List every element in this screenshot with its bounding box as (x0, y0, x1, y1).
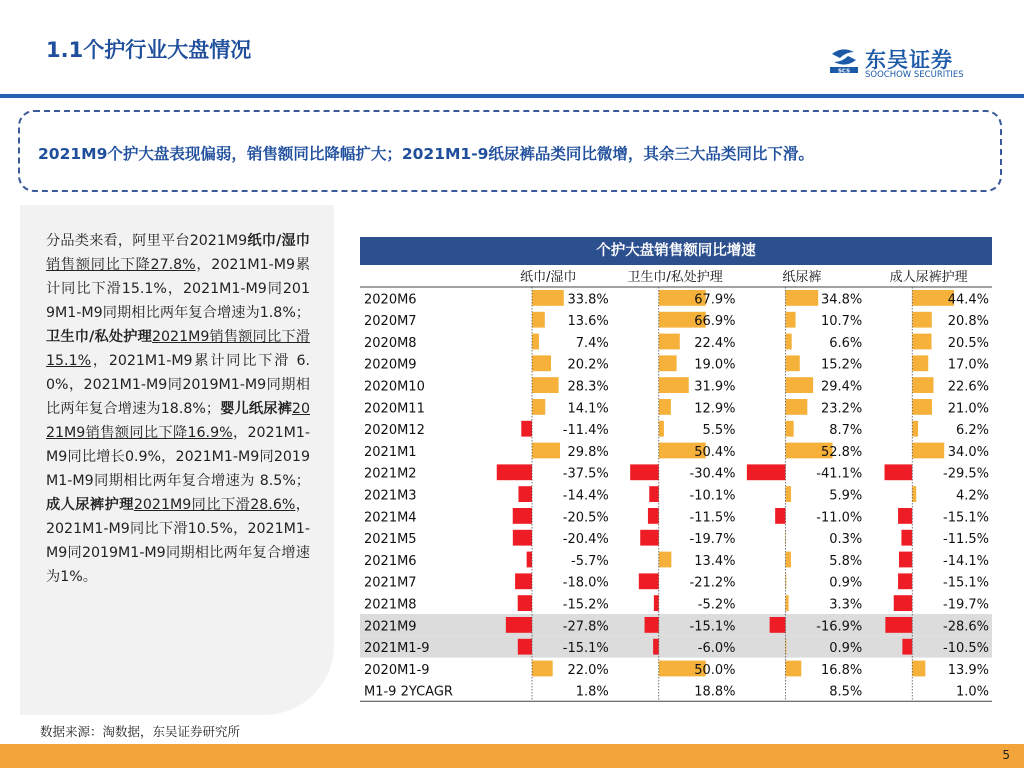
row-label: 2021M9 (364, 619, 417, 635)
data-bar (786, 399, 808, 415)
data-label: 7.4% (575, 335, 609, 351)
data-label: 50.0% (694, 662, 736, 678)
data-label: 28.3% (567, 379, 609, 395)
row-label: 2020M6 (364, 292, 417, 308)
data-bar (645, 617, 659, 633)
column-header: 成人尿裤护理 (889, 270, 968, 285)
data-bar (898, 508, 912, 524)
row-label: 2021M1 (364, 444, 417, 460)
data-label: 67.9% (694, 292, 736, 308)
data-bar (506, 617, 532, 633)
data-bar (912, 355, 928, 371)
row-label: 2021M6 (364, 553, 417, 569)
data-label: 12.9% (694, 401, 736, 417)
data-bar (532, 443, 560, 459)
data-label: -20.5% (562, 510, 609, 526)
data-bar (518, 639, 532, 655)
data-bar (912, 421, 918, 437)
data-bar (659, 355, 677, 371)
data-label: 29.8% (567, 444, 609, 460)
brand-name-cn: 东吴证券 (865, 48, 953, 72)
row-label: 2020M11 (364, 401, 425, 417)
data-label: -21.2% (689, 575, 736, 591)
footer-bar (0, 744, 1024, 768)
commentary-category: 成人尿裤护理 (46, 497, 134, 513)
data-bar (532, 290, 564, 306)
data-bar (901, 530, 912, 546)
data-bar (899, 552, 912, 568)
summary-text: 2021M9个护大盘表现偏弱，销售额同比降幅扩大；2021M1-9纸尿裤品类同比微增，其余三大品类同比下滑。 (38, 145, 814, 163)
brand-name-en: SOOCHOW SECURITIES (865, 70, 964, 80)
data-bar (786, 661, 802, 677)
data-bar (898, 573, 912, 589)
data-bar (912, 443, 944, 459)
data-bar (659, 334, 680, 350)
summary-box (18, 110, 1002, 192)
page-title: 1.1个护行业大盘情况 (46, 38, 252, 62)
data-label: 0.9% (829, 575, 863, 591)
data-bar (786, 595, 789, 611)
commentary-category: 卫生巾/私处护理 (46, 329, 152, 345)
data-label: 1.0% (955, 684, 989, 700)
row-label: 2020M10 (364, 379, 425, 395)
data-bar (786, 290, 819, 306)
commentary-highlight: 2021M9销售额同比下降16.9% (46, 401, 310, 441)
data-label: -15.2% (562, 597, 609, 613)
data-bar (659, 399, 671, 415)
data-label: 31.9% (694, 379, 736, 395)
data-label: -6.0% (697, 641, 736, 657)
data-label: 29.4% (820, 379, 863, 395)
data-label: 8.7% (829, 423, 863, 439)
row-label: 2020M9 (364, 357, 417, 373)
data-label: -18.0% (562, 575, 609, 591)
data-bar (894, 595, 913, 611)
data-label: 6.6% (829, 335, 863, 351)
row-label: 2020M12 (364, 423, 425, 439)
data-bar (786, 334, 792, 350)
brand-mark-text: SCS (837, 68, 851, 74)
data-label: 13.6% (567, 314, 609, 330)
chart-title: 个护大盘销售额同比增速 (360, 237, 992, 265)
data-label: 15.2% (820, 357, 863, 373)
data-label: 13.9% (947, 662, 989, 678)
data-label: -11.0% (816, 510, 863, 526)
commentary-seg: ，2021M1-M9同比增长0.9%，2021M1-M9同2019M1-M9同期相比两年复合增速为 8.5%； (46, 425, 310, 489)
data-bar (659, 552, 672, 568)
data-bar (885, 617, 912, 633)
data-label: -15.1% (943, 575, 989, 591)
row-label: 2020M1-9 (364, 662, 430, 678)
data-bar (659, 421, 664, 437)
header-divider (0, 94, 1024, 98)
data-bar (532, 334, 539, 350)
data-bar (786, 377, 814, 393)
data-label: 5.8% (829, 553, 863, 569)
data-bar (912, 486, 916, 502)
data-label: -41.1% (816, 466, 863, 482)
data-label: 3.3% (829, 597, 863, 613)
data-bar (532, 661, 553, 677)
data-bar (639, 573, 659, 589)
data-bar (521, 421, 532, 437)
commentary-highlight: 2021M9销售额同比下滑15.1% (46, 329, 310, 369)
data-bar (912, 377, 933, 393)
data-label: 4.2% (955, 488, 989, 504)
data-bar (640, 530, 659, 546)
data-label: 21.0% (947, 401, 989, 417)
data-bar (786, 552, 791, 568)
data-bar (912, 334, 931, 350)
data-bar (630, 464, 659, 480)
data-label: -27.8% (562, 619, 609, 635)
data-label: 10.7% (820, 314, 863, 330)
row-label: 2021M1-9 (364, 641, 430, 657)
data-label: -37.5% (562, 466, 609, 482)
data-label: -15.1% (689, 619, 736, 635)
data-bar (532, 312, 545, 328)
data-bar (527, 552, 532, 568)
page-number: 5 (1002, 748, 1010, 762)
data-label: -11.5% (689, 510, 736, 526)
row-label: 2021M8 (364, 597, 417, 613)
row-label: M1-9 2YCAGR (364, 684, 453, 700)
commentary-highlight: 2021M9同比下滑28.6% (133, 497, 296, 513)
growth-table-chart (360, 265, 992, 715)
data-bar (653, 639, 659, 655)
row-label: 2020M7 (364, 314, 417, 330)
data-label: -19.7% (943, 597, 989, 613)
data-bar (786, 421, 794, 437)
data-bar (912, 312, 932, 328)
data-label: 17.0% (947, 357, 989, 373)
row-label: 2021M5 (364, 532, 417, 548)
data-bar (518, 595, 532, 611)
data-label: 23.2% (820, 401, 863, 417)
data-label: 19.0% (694, 357, 736, 373)
data-label: 0.3% (829, 532, 863, 548)
commentary-seg: 分品类来看，阿里平台2021M9 (46, 233, 248, 249)
commentary-category: 婴儿纸尿裤 (220, 401, 292, 417)
data-bar (532, 377, 559, 393)
data-bar (775, 508, 785, 524)
commentary-highlight: 销售额同比下降27.8% (46, 257, 196, 273)
data-label: 22.0% (567, 662, 609, 678)
data-label: -19.7% (689, 532, 736, 548)
commentary-category: 纸巾/湿巾 (247, 233, 310, 249)
data-label: 14.1% (567, 401, 609, 417)
data-label: -15.1% (943, 510, 989, 526)
data-bar (912, 399, 932, 415)
data-label: 5.5% (702, 423, 736, 439)
data-label: 22.6% (947, 379, 989, 395)
data-label: -30.4% (689, 466, 736, 482)
data-label: 44.4% (947, 292, 989, 308)
commentary-seg: ，2021M1-M9同比下滑10.5%，2021M1-M9同2019M1-M9同期相比两年复合增速为1%。 (46, 497, 310, 585)
data-label: 34.8% (820, 292, 863, 308)
data-label: -20.4% (562, 532, 609, 548)
data-bar (497, 464, 532, 480)
data-label: 20.8% (947, 314, 989, 330)
data-bar (532, 399, 545, 415)
column-header: 纸尿裤 (782, 270, 822, 285)
data-label: 8.5% (829, 684, 863, 700)
data-bar (786, 355, 800, 371)
row-label: 2021M2 (364, 466, 417, 482)
data-bar (515, 573, 532, 589)
data-bar (786, 312, 796, 328)
data-label: -10.5% (943, 641, 989, 657)
data-label: 52.8% (820, 444, 863, 460)
data-label: -14.4% (562, 488, 609, 504)
data-bar (518, 486, 532, 502)
data-bar (513, 508, 532, 524)
data-bar (885, 464, 913, 480)
data-label: 5.9% (829, 488, 863, 504)
data-label: -15.1% (562, 641, 609, 657)
data-bar (747, 464, 786, 480)
data-label: -11.5% (943, 532, 989, 548)
data-label: -14.1% (943, 553, 989, 569)
row-label: 2020M8 (364, 335, 417, 351)
commentary-text (46, 229, 310, 589)
data-label: -28.6% (943, 619, 989, 635)
data-label: -16.9% (816, 619, 863, 635)
brand-mark-icon (828, 46, 860, 74)
data-bar (654, 595, 659, 611)
data-bar (513, 530, 532, 546)
data-label: 1.8% (575, 684, 609, 700)
highlight-row-bg (360, 636, 992, 658)
data-label: 22.4% (694, 335, 736, 351)
data-label: -5.7% (571, 553, 609, 569)
data-label: 20.2% (567, 357, 609, 373)
data-bar (770, 617, 786, 633)
data-source: 数据来源：淘数据，东吴证券研究所 (40, 724, 241, 739)
data-label: 33.8% (567, 292, 609, 308)
data-bar (648, 508, 659, 524)
row-label: 2021M7 (364, 575, 417, 591)
column-header: 卫生巾/私处护理 (627, 270, 723, 285)
data-bar (786, 486, 792, 502)
data-label: 16.8% (820, 662, 863, 678)
data-bar (912, 661, 925, 677)
data-label: -10.1% (689, 488, 736, 504)
data-label: 13.4% (694, 553, 736, 569)
commentary-seg: ，2021M1-M9累计同比下滑15.1%，2021M1-M9同2019M1-M9同期相比两年复合增速为1.8%； (46, 257, 311, 321)
data-bar (532, 355, 551, 371)
column-header: 纸巾/湿巾 (520, 270, 577, 285)
data-label: 18.8% (694, 684, 736, 700)
data-label: 6.2% (955, 423, 989, 439)
commentary-seg: ，2021M1-M9累计同比下滑 6.0%，2021M1-M9同2019M1-M9同期相比两年复合增速为18.8%； (46, 353, 310, 417)
data-label: 66.9% (694, 314, 736, 330)
brand-logo (828, 44, 978, 84)
data-label: 0.9% (829, 641, 863, 657)
row-label: 2021M4 (364, 510, 417, 526)
data-bar (659, 377, 689, 393)
data-label: -11.4% (562, 423, 609, 439)
data-label: 34.0% (947, 444, 989, 460)
data-label: -5.2% (697, 597, 736, 613)
row-label: 2021M3 (364, 488, 417, 504)
data-bar (902, 639, 912, 655)
data-label: 50.4% (694, 444, 736, 460)
data-bar (649, 486, 658, 502)
data-label: 20.5% (947, 335, 989, 351)
data-label: -29.5% (943, 466, 989, 482)
